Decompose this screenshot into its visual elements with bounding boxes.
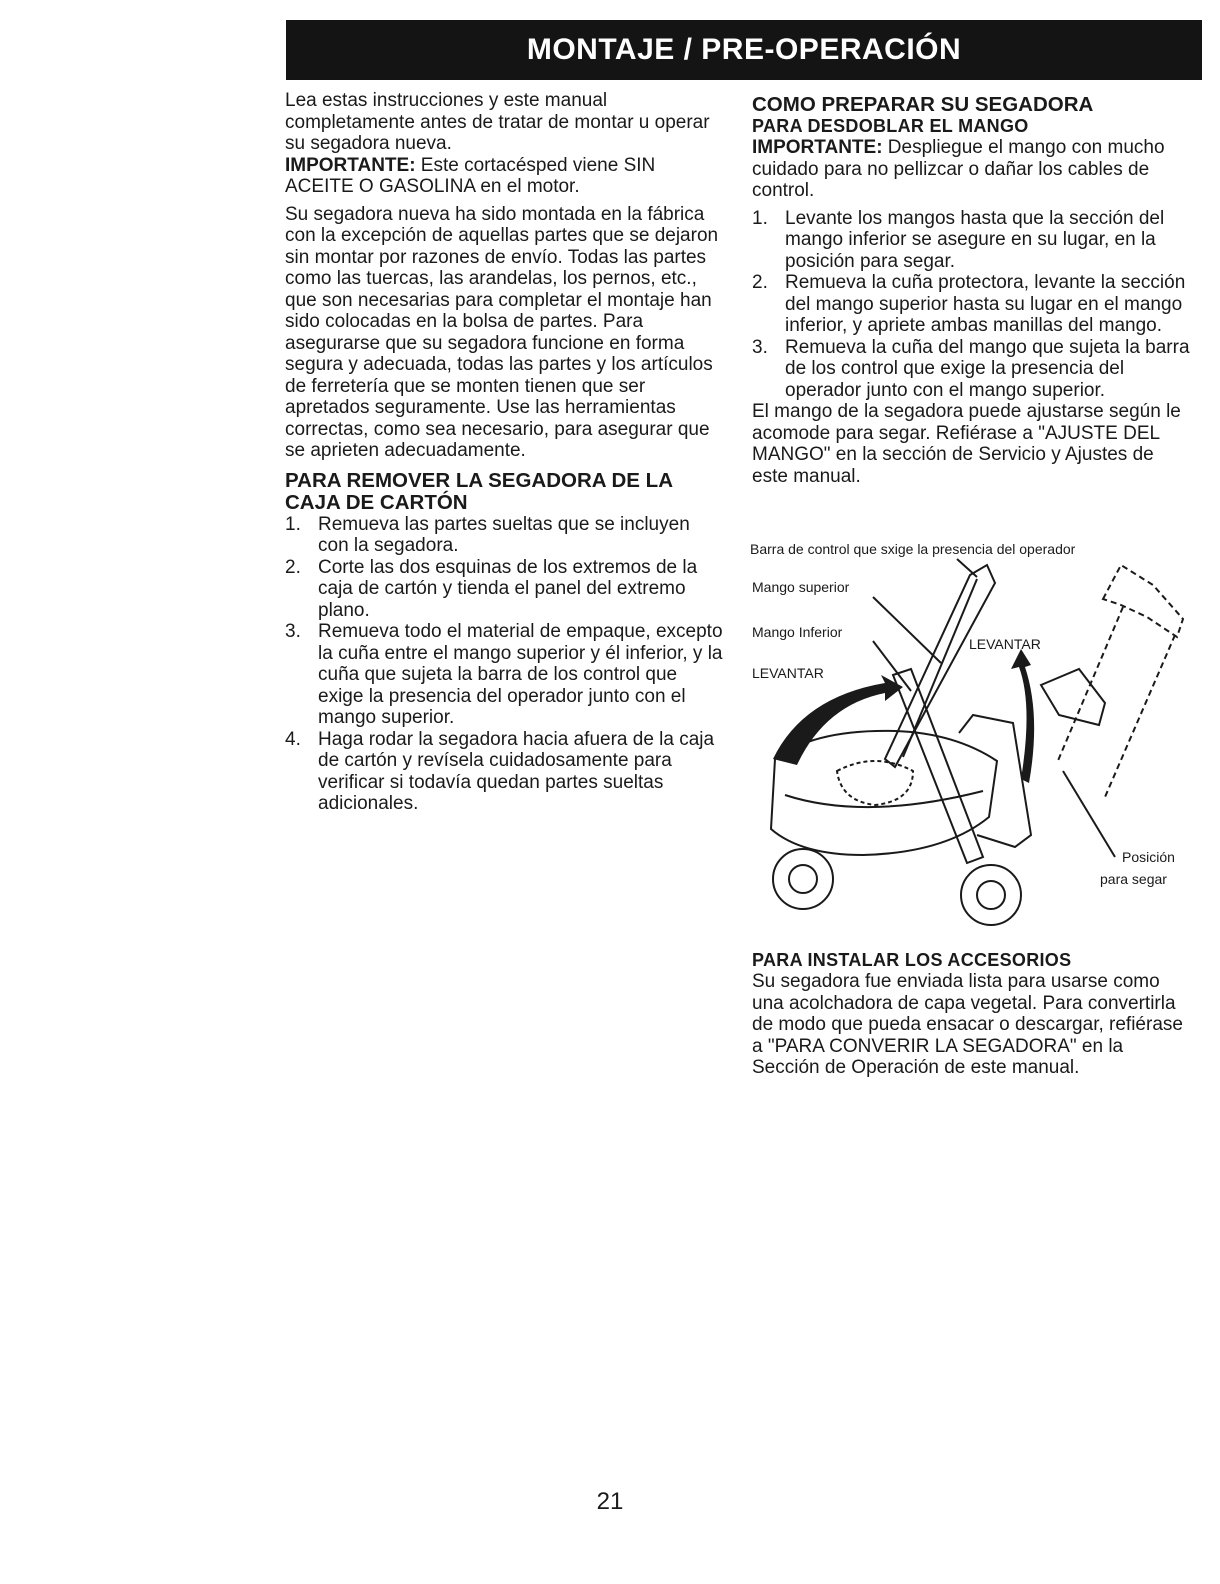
caption-leader-line	[957, 559, 977, 577]
remove-steps-list	[285, 514, 725, 815]
deck-edge	[785, 791, 983, 807]
list-item	[285, 621, 725, 729]
lift-arrow-left	[773, 675, 903, 765]
step-text: Levante los mangos hasta que la sección del mango inferior se asegure en su lugar, en la posición para segar.	[785, 207, 1165, 272]
label-upper-handle: Mango superior	[752, 579, 850, 595]
front-wheel-hub	[789, 865, 817, 893]
label-position-line1: Posición	[1122, 849, 1175, 865]
page-number: 21	[596, 1488, 624, 1515]
page-title: MONTAJE / PRE-OPERACIÓN	[286, 20, 1202, 80]
handle-bracket	[1041, 669, 1105, 725]
section-heading-prepare: COMO PREPARAR SU SEGADORA	[752, 93, 1094, 116]
step-number: 4.	[285, 728, 301, 750]
accessories-paragraph: Su segadora fue enviada lista para usarse como una acolchadora de capa vegetal. Para convertirla de modo que pueda ensacar o descargar, refiérase a "PARA CONVERIR LA SEGADORA" en la Sección de Operación de este manual.	[752, 971, 1183, 1078]
list-item	[285, 557, 725, 622]
list-item	[752, 272, 1192, 337]
step-text: Remueva la cuña protectora, levante la sección del mango superior hasta su lugar en el mango inferior, y apriete ambas manillas del mango.	[785, 272, 1186, 336]
step-number: 1.	[285, 513, 301, 535]
step-text: Haga rodar la segadora hacia afuera de la caja de cartón y revísela cuidadosamente para verificar si todavía quedan partes sueltas adicionales.	[318, 728, 715, 814]
step-text: Remueva las partes sueltas que se incluyen con la segadora.	[318, 513, 690, 556]
step-text: Remueva todo el material de empaque, excepto la cuña entre el mango superior y él inferior, y la cuña que sujeta la barra de los control que exige la presencia del operador junto con el mango superior.	[318, 621, 723, 728]
list-item	[752, 337, 1192, 402]
handle-mowing-position-rail	[1105, 635, 1175, 797]
right-column	[752, 94, 1192, 487]
step-number: 2.	[285, 556, 301, 578]
important-label: IMPORTANTE:	[285, 154, 416, 176]
lawnmower-illustration	[745, 535, 1205, 935]
left-column	[285, 90, 725, 815]
rear-wheel	[961, 865, 1021, 925]
step-number: 1.	[752, 207, 768, 229]
lawnmower-handle-figure	[745, 535, 1205, 935]
step-number: 3.	[285, 621, 301, 642]
assembly-paragraph: Su segadora nueva ha sido montada en la fábrica con la excepción de aquellas partes que se dejaron sin montar por razones de envío. Todas las partes como las tuercas, las arandelas, los pernos, etc., que son necesarias para completar el montaje han sido colocadas en la bolsa de partes. Para asegurarse que su segadora funcione en forma segura y adecuada, todas las partes y los artículos de ferretería que se monten tienen que ser apretados seguramente. Use las herramientas correctas, como sea necesario, para asegurar que se aprieten adecuadamente.	[285, 203, 719, 461]
important-text: Este cortacésped viene SIN ACEITE O GASOLINA en el motor.	[285, 154, 656, 197]
step-number: 2.	[752, 272, 768, 293]
list-item	[752, 208, 1192, 273]
lift-arrow-right	[1011, 649, 1034, 783]
lower-handle	[893, 669, 983, 863]
important-note	[285, 155, 725, 198]
step-text: Remueva la cuña del mango que sujeta la barra de los control que exige la presencia del operador junto con el mango superior.	[785, 336, 1190, 401]
handle-adjust-paragraph: El mango de la segadora puede ajustarse según le acomode para segar. Refiérase a "AJUSTE DEL MANGO" en la sección de Servicio y Ajustes de este manual.	[752, 401, 1181, 487]
list-item	[285, 514, 725, 557]
position-leader-line	[1063, 771, 1115, 857]
accessories-section	[752, 950, 1192, 1079]
important-label: IMPORTANTE:	[752, 137, 883, 158]
list-item	[285, 729, 725, 815]
unfold-steps-list	[752, 208, 1192, 402]
subheading-unfold-handle: PARA DESDOBLAR EL MANGO	[752, 116, 1029, 136]
engine	[837, 761, 913, 805]
section-heading-remove: PARA REMOVER LA SEGADORA DE LA CAJA DE CARTÓN	[285, 468, 673, 514]
label-lift-right: LEVANTAR	[969, 636, 1041, 652]
rear-wheel-hub	[977, 881, 1005, 909]
step-text: Corte las dos esquinas de los extremos de la caja de cartón y tienda el panel del extremo plano.	[318, 556, 698, 621]
important-text: Despliegue el mango con mucho cuidado para no pellizcar o dañar los cables de control.	[752, 137, 1165, 201]
important-note-handle	[752, 137, 1192, 202]
accessories-heading: PARA INSTALAR LOS ACCESORIOS	[752, 950, 1072, 970]
intro-paragraph: Lea estas instrucciones y este manual completamente antes de tratar de montar u operar su segadora nueva.	[285, 90, 710, 154]
front-wheel	[773, 849, 833, 909]
label-position-line2: para segar	[1100, 871, 1167, 887]
step-number: 3.	[752, 336, 768, 358]
label-lift-left: LEVANTAR	[752, 665, 824, 681]
figure-caption: Barra de control que sxige la presencia del operador	[750, 541, 1076, 557]
label-lower-handle: Mango Inferior	[752, 624, 843, 640]
